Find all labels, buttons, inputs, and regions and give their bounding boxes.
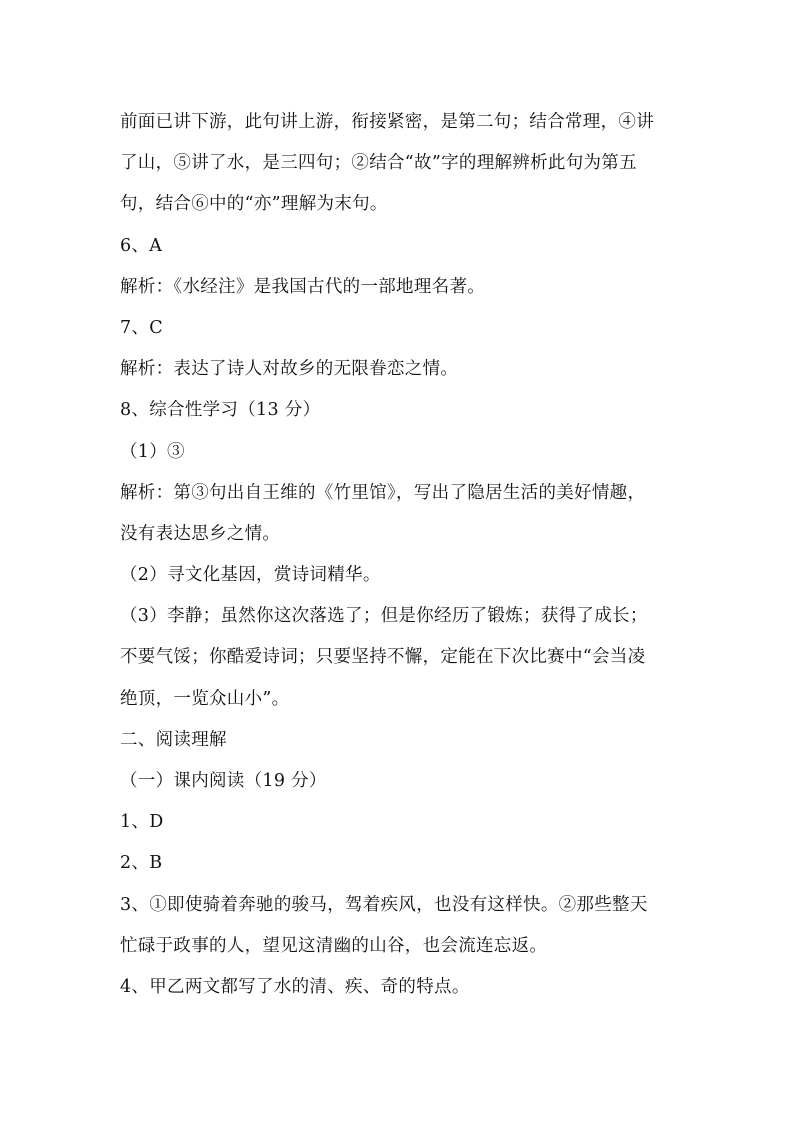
analysis-line: 解析：《水经注》是我国古代的一部地理名著。 xyxy=(120,276,486,297)
text-line: 句，结合⑥中的“亦”理解为末句。 xyxy=(120,194,388,215)
answer-number: 6、A xyxy=(120,235,163,256)
section-heading: 8、综合性学习（13 分） xyxy=(120,400,321,421)
analysis-line: 解析：表达了诗人对故乡的无限眷恋之情。 xyxy=(120,359,459,380)
sub-answer: （1）③ xyxy=(120,441,185,462)
text-line: 没有表达思乡之情。 xyxy=(120,523,281,544)
answer-line: 4、甲乙两文都写了水的清、疾、奇的特点。 xyxy=(120,976,470,997)
text-line: 了山，⑤讲了水，是三四句；②结合“故”字的理解辨析此句为第五 xyxy=(120,153,637,174)
answer-line: 3、①即使骑着奔驰的骏马，驾着疾风，也没有这样快。②那些整天 xyxy=(120,894,648,915)
sub-answer: （3）李静；虽然你这次落选了；但是你经历了锻炼；获得了成长； xyxy=(120,606,648,627)
answer-number: 1、D xyxy=(120,812,164,833)
answer-number: 7、C xyxy=(120,317,163,338)
answer-number: 2、B xyxy=(120,853,163,874)
sub-answer: （2）寻文化基因，赏诗词精华。 xyxy=(120,565,381,586)
text-line: 忙碌于政事的人，望见这清幽的山谷，也会流连忘返。 xyxy=(120,935,548,956)
text-line: 前面已讲下游，此句讲上游，衔接紧密，是第二句；结合常理，④讲 xyxy=(120,112,654,132)
text-line: 不要气馁；你酷爱诗词；只要坚持不懈，定能在下次比赛中“会当凌 xyxy=(120,647,646,668)
text-line: 绝顶，一览众山小”。 xyxy=(120,688,290,709)
section-subheading: （一）课内阅读（19 分） xyxy=(120,771,327,791)
answer-text-block xyxy=(120,102,690,1008)
analysis-line: 解析：第③句出自王维的《竹里馆》，写出了隐居生活的美好情趣， xyxy=(120,482,646,503)
section-heading: 二、阅读理解 xyxy=(120,729,227,750)
